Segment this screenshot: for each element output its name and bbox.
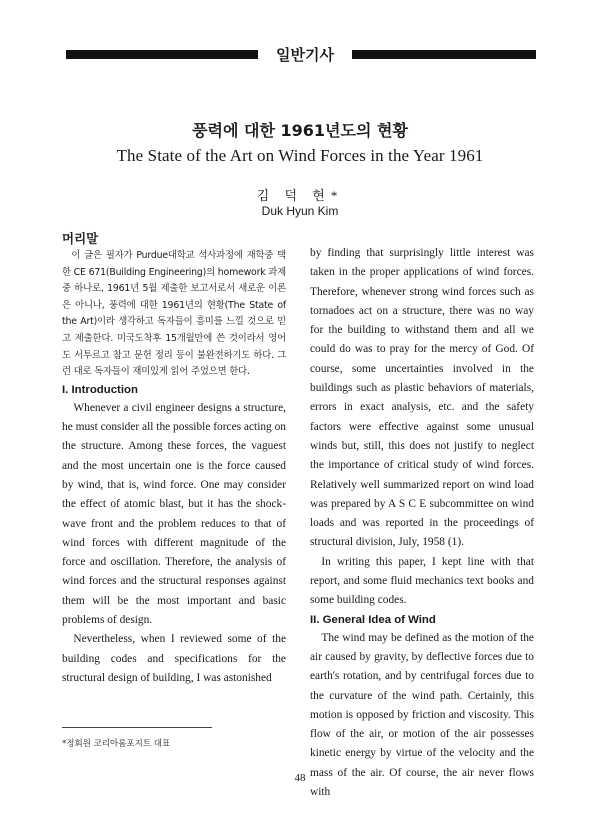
section2-heading: II. General Idea of Wind	[310, 613, 436, 626]
footnote-divider	[62, 727, 212, 728]
right-column	[310, 244, 534, 802]
author-english: Duk Hyun Kim	[261, 204, 339, 218]
intro-ko-body: 이 글은 필자가 Purdue대학교 석사과정에 재학중 택한 CE 671(Building Engineering)의 homework 과제중 하나로, 1961년 5월 제출한 보고서로서 새로운 이론은 아니나, 풍력에 대한 1961년의 현황(The State of the Art)이라 생각하고 독자들이 흥미를 느낄 것으로 믿고 제출한다. 미국도착후 15개월만에 쓴 것이라서 영어도 서투르고 참고 문헌 정리 등이 불완전하기도 하다. 그런 대로 독자들이 재미있게 읽어 주었으면 한다.	[62, 250, 286, 378]
title-english: The State of the Art on Wind Forces in the Year 1961	[116, 146, 484, 165]
body-paragraph: by finding that surprisingly little interest was taken in the proper applications of wind forces. Therefore, whenever strong wind forces such as tornadoes act on a structure, there was no way for the building to withstand them and all we could do was to pray for the mercy of God. Of course, some uncertainties involved in the buildings such as plastic behaviors of materials, errors in exact analysis, etc. and the safety factors were effective against some unusual winds but, still, this does not justify to neglect the importance of critical study of wind forces. Relatively well summarized report on wind load was prepared by A S C E subcommittee on wind loads and was reported in the proceedings of structural division, July, 1958 (1).	[310, 247, 534, 549]
author-korean: 김 덕 현*	[256, 188, 344, 203]
section2-paragraph: The wind may be defined as the motion of the air caused by gravity, by deflective forces due to earth's rotation, and by centrifugal forces due to the curvature of the wind path. Certainly, this motion is opposed by friction and viscosity. This flow of the air, or motion of the air possesses kinetic energy by virtue of the velocity and the mass of the air. Of course, the air never flows with	[310, 631, 534, 799]
footnote: *정회원 코리아롬포지트 대표	[62, 739, 171, 749]
section-label: 일반기사	[276, 46, 334, 64]
section1-paragraph: Whenever a civil engineer designs a structure, he must consider all the possible forces acting on the structure. Among these forces, the vaguest and the most uncertain one is the force caused by wind, that is, wind force. One may consider the effect of atomic blast, but it has the shock-wave front and the problem reduces to that of wind forces with different magnitude of the force and oscillation. Therefore, the analysis of wind forces and the structural responses against them will be the most important and basic problems of design.	[62, 401, 286, 627]
body-paragraph: In writing this paper, I kept line with that report, and some fluid mechanics text books and some building codes.	[310, 555, 534, 607]
header-bar-right	[352, 50, 536, 59]
left-column	[62, 230, 286, 688]
section1-paragraph: Nevertheless, when I reviewed some of the building codes and specifications for the structural design of building, I was astonished	[62, 633, 286, 684]
title-korean: 풍력에 대한 1961년도의 현황	[192, 121, 408, 140]
page-number: 48	[294, 772, 306, 784]
section-header	[66, 44, 536, 66]
section1-heading: I. Introduction	[62, 383, 138, 396]
header-bar-left	[66, 50, 258, 59]
intro-ko-heading: 머리말	[62, 231, 99, 246]
